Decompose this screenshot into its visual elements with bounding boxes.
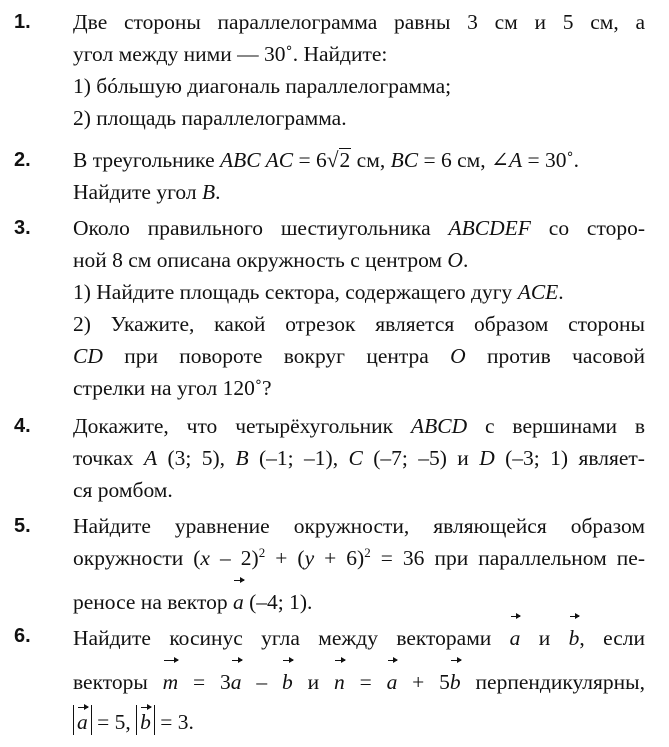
abs-value: [73, 705, 92, 735]
problem-number: 6.: [14, 625, 31, 647]
text: (–4; 1).: [243, 590, 313, 614]
text: Докажите, что четырёхугольник: [73, 414, 411, 438]
text: (–3; 1) являет-: [494, 446, 645, 470]
math-var: B: [235, 446, 249, 470]
abs-value: [136, 705, 155, 735]
math-var: ABCDEF: [448, 216, 531, 240]
problem-text-line: ся ромбом.: [73, 478, 173, 502]
problem-text-line: 2) Укажите, какой отрезок является образом стороны: [73, 312, 645, 336]
exponent: 2: [258, 545, 266, 560]
math-var: D: [479, 446, 495, 470]
math-var: A: [143, 446, 158, 470]
text: ной 8 см описана окружность с центром: [73, 248, 448, 272]
problem-2: [0, 144, 669, 208]
text: точках: [73, 446, 144, 470]
problem-3: [0, 212, 669, 404]
text: см,: [351, 148, 391, 172]
math-var: B: [201, 180, 216, 204]
vector-a: a: [510, 614, 521, 658]
problem-text-line: [73, 276, 645, 308]
vector-a: a: [231, 658, 242, 702]
text: Около правильного шестиугольника: [73, 216, 449, 240]
math-var: BC: [390, 148, 419, 172]
text: .: [462, 248, 469, 272]
text: (–7; –5) и: [362, 446, 480, 470]
math-var: CD: [73, 344, 103, 368]
problem-number: 3.: [14, 217, 31, 239]
text: 1) Найдите площадь сектора, содержащего дугу: [73, 280, 518, 304]
text: = 5,: [91, 710, 137, 734]
problem-number: 2.: [14, 149, 31, 171]
text: = 6 см, ∠: [418, 148, 509, 172]
problem-text-line: угол между ними — 30˚. Найдите:: [73, 42, 388, 66]
math-var: C: [348, 446, 363, 470]
text: реносе на вектор: [73, 590, 233, 614]
math-var: O: [447, 248, 463, 272]
text: векторы: [73, 670, 163, 694]
text: + 5: [397, 670, 450, 694]
problem-1: [0, 6, 669, 134]
sqrt-icon: √: [326, 148, 339, 172]
text: – 2): [209, 546, 259, 570]
text: против часовой: [465, 344, 645, 368]
text: (3; 5),: [157, 446, 236, 470]
problem-text-line: Найдите уравнение окружности, являющейся образом: [73, 514, 645, 538]
problem-number: 4.: [14, 415, 31, 437]
text: = 36 при параллельном пе-: [370, 546, 645, 570]
text: (–1; –1),: [248, 446, 349, 470]
math-var: ABC AC: [220, 148, 294, 172]
text: Найдите косинус угла между векторами: [73, 626, 510, 650]
problem-text-line: [73, 702, 645, 742]
problem-text-line: 2) площадь параллелограмма.: [73, 106, 347, 130]
text: и: [292, 670, 334, 694]
problem-text-line: [73, 244, 645, 276]
exponent: 2: [364, 545, 371, 560]
math-var: x: [200, 546, 210, 570]
vector-n: n: [334, 658, 345, 702]
problem-text-line: [73, 176, 645, 208]
problem-6: [0, 614, 669, 742]
text: .: [215, 180, 221, 204]
math-var: y: [304, 546, 315, 570]
text: В треугольнике: [73, 148, 221, 172]
text: =: [344, 670, 387, 694]
text: и: [520, 626, 569, 650]
text: = 6: [293, 148, 327, 172]
sqrt-radicand: 2: [339, 148, 351, 172]
text: перпендикулярны,: [460, 670, 645, 694]
text: + (: [265, 546, 305, 570]
vector-b: b: [140, 705, 151, 735]
math-var: ABCD: [410, 414, 468, 438]
math-var: A: [508, 148, 523, 172]
problem-4: [0, 410, 669, 506]
problem-text-line: стрелки на угол 120˚?: [73, 376, 272, 400]
text: Найдите угол: [73, 180, 202, 204]
vector-a: a: [387, 658, 398, 702]
text: с вершинами в: [467, 414, 645, 438]
text: .: [558, 280, 564, 304]
vector-b: b: [282, 658, 293, 702]
problem-text-line: [73, 340, 645, 372]
text: = 3.: [154, 710, 194, 734]
vector-a: a: [77, 705, 88, 735]
vector-a: a: [233, 578, 244, 622]
text: , если: [579, 626, 645, 650]
problem-number: 5.: [14, 515, 31, 537]
problem-text-line: [73, 658, 645, 702]
text: окружности (: [73, 546, 201, 570]
problem-text-line: [73, 212, 645, 244]
text: при повороте вокруг центра: [102, 344, 451, 368]
problem-text-line: [73, 542, 645, 574]
problem-number: 1.: [14, 11, 31, 33]
problem-text-line: [73, 442, 645, 474]
problem-text-line: Две стороны параллелограмма равны 3 см и 5 см, а: [73, 10, 645, 34]
math-var: O: [450, 344, 466, 368]
text: со сторо-: [530, 216, 645, 240]
problem-text-line: [73, 614, 645, 658]
problem-text-line: [73, 144, 645, 176]
vector-b: b: [450, 658, 461, 702]
vector-m: m: [163, 658, 179, 702]
text: + 6): [314, 546, 365, 570]
problem-text-line: [73, 410, 645, 442]
text: = 30˚.: [522, 148, 580, 172]
math-var: ACE: [517, 280, 559, 304]
vector-b: b: [569, 614, 580, 658]
text: –: [241, 670, 282, 694]
text: = 3: [178, 670, 231, 694]
problem-text-line: 1) бóльшую диагональ параллелограмма;: [73, 74, 452, 98]
problem-5: [0, 510, 669, 622]
